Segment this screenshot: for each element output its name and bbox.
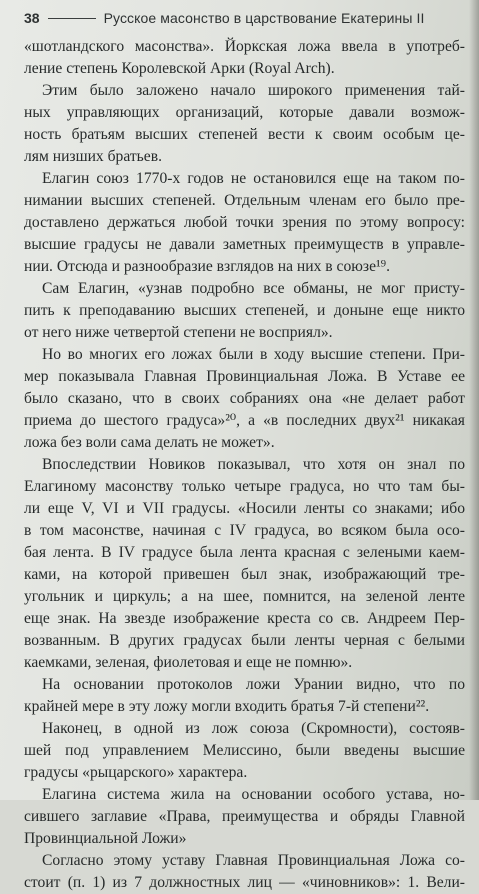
text-line: ных управляющих организаций, которые давали возмож- (24, 104, 465, 121)
text-line: шей под управлением Мелиссино, были введены высшие (24, 742, 465, 759)
text-line: ложа без воли сама делать не может». (24, 434, 275, 451)
text-line: в том масонстве, начиная с IV градуса, во всяком была осо- (24, 522, 465, 539)
text-line: На основании протоколов ложи Урании видно, что по (42, 676, 465, 693)
text-line: стоит (п. 1) из 7 должностных лиц — «чиновников»: 1. Вели- (24, 874, 465, 891)
text-line: Впоследствии Новиков показывал, что хотя он знал по (42, 456, 465, 473)
text-line: приема до шестого градуса»²⁰, а «в последних двух²¹ никакая (24, 412, 465, 429)
text-line: Сам Елагин, «узнав подробно все обманы, не мог присту- (42, 280, 465, 297)
text-line: нии. Отсюда и разнообразие взглядов на них в союзе¹⁹. (24, 258, 391, 275)
text-line: доставлено держаться любой точки зрения по этому вопросу: (24, 214, 465, 231)
text-line: ками, на которой привешен был знак, изображающий тре- (24, 566, 465, 583)
text-line: нимании высших степеней. Отдельным членам его было пре- (24, 192, 465, 209)
text-line: Этим было заложено начало широкого применения тай- (42, 82, 465, 99)
header-rule (48, 18, 96, 19)
text-line: мер показывала Главная Провинциальная Ложа. В Уставе ее (24, 368, 465, 385)
page-spine-shadow (469, 0, 479, 800)
text-line: было сказано, что в своих собраниях она «не делает работ (24, 390, 465, 407)
page-number: 38 (24, 10, 40, 26)
text-line: высшие градусы не давали заметных преимуществ в управле- (24, 236, 465, 253)
text-line: Елагиному масонству только четыре градуса, но что там бы- (24, 478, 465, 495)
running-title: Русское масонство в царствование Екатерины II (103, 10, 425, 26)
text-line: ность братьям высших степеней вести к своим особым це- (24, 126, 465, 143)
text-line: Елагина система жила на основании особого устава, но- (42, 786, 465, 803)
text-line: Елагин союз 1770-х годов не остановился еще на таком по- (42, 170, 465, 187)
text-line: Провинциальной Ложи» (24, 830, 187, 847)
text-line: угольник и циркуль; а на шее, помнится, на зеленой ленте (24, 588, 465, 605)
page-header (24, 10, 465, 32)
text-line: возванным. В других градусах были ленты черная с белыми (24, 632, 465, 649)
text-line: пить к преподаванию высших степеней, и доныне еще никто (24, 302, 465, 319)
text-line: каемками, зеленая, фиолетовая и еще не помню». (24, 654, 353, 671)
text-line: ление степень Королевской Арки (Royal Arch). (24, 60, 335, 77)
body-text (24, 36, 465, 894)
text-line: от него ниже четвертой степени не восприял». (24, 324, 333, 341)
text-line: крайней мере в эту ложу могли входить братья 7-й степени²². (24, 698, 430, 715)
text-line: Но во многих его ложах были в ходу высшие степени. При- (42, 346, 465, 363)
text-line: ли еще V, VI и VII градусы. «Носили ленты со знаками; ибо (24, 500, 465, 517)
text-line: еще знак. На звезде изображение креста со св. Андреем Пер- (24, 610, 465, 627)
text-line: лям низших братьев. (24, 148, 162, 165)
text-line: градусы «рыцарского» характера. (24, 764, 248, 781)
text-line: сившего заглавие «Права, преимущества и обряды Главной (24, 808, 465, 825)
text-line: бая лента. В IV градусе была лента красная с зелеными каем- (24, 544, 465, 561)
text-line: «шотландского масонства». Йоркская ложа ввела в употреб- (24, 38, 465, 55)
text-line: Согласно этому уставу Главная Провинциальная Ложа со- (42, 852, 465, 869)
text-line: Наконец, в одной из лож союза (Скромности), состояв- (42, 720, 465, 737)
